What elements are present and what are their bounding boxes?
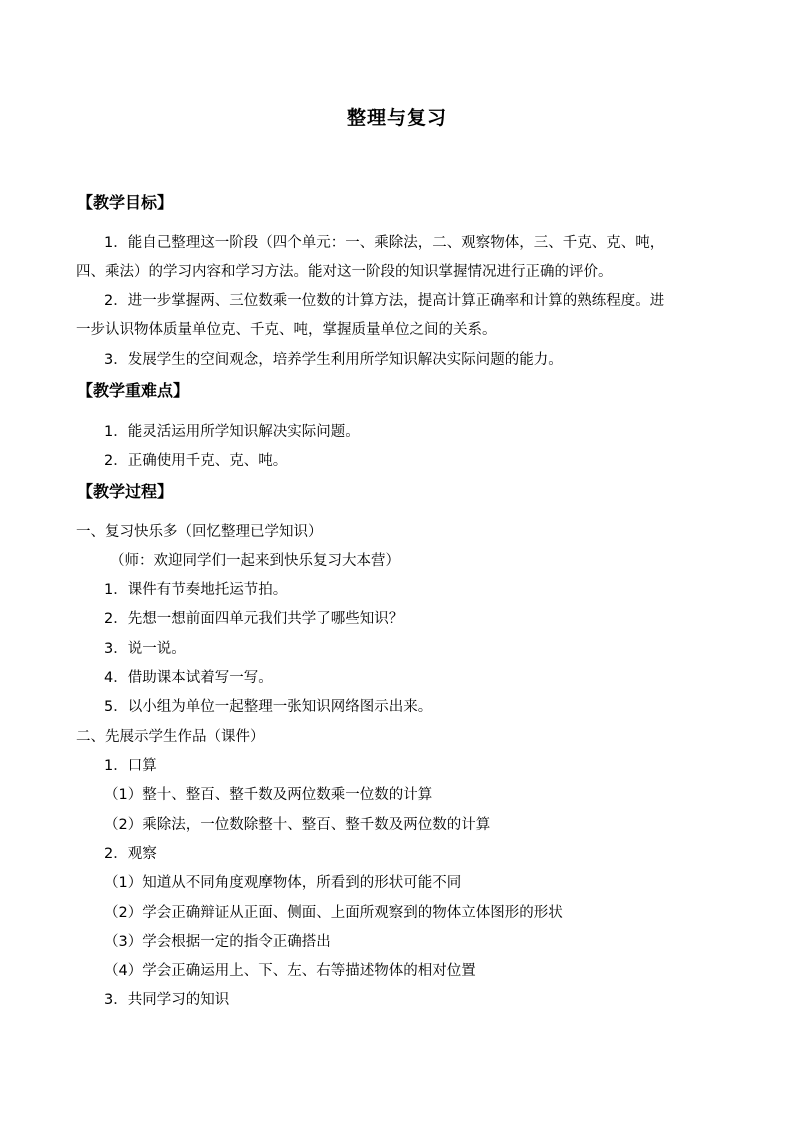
paragraph-line: 2．观察 (104, 846, 157, 862)
paragraph-line: （3）学会根据一定的指令正确搭出 (104, 934, 331, 950)
paragraph-line: 5．以小组为单位一起整理一张知识网络图示出来。 (104, 699, 433, 715)
paragraph-line: 1．能灵活运用所学知识解决实际问题。 (104, 424, 360, 440)
paragraph-line: （1）整十、整百、整千数及两位数乘一位数的计算 (104, 787, 433, 803)
paragraph-line: 3．说一说。 (104, 641, 186, 657)
section-heading-goals: 【教学目标】 (77, 193, 174, 212)
paragraph-line: 4．借助课本试着写一写。 (104, 670, 273, 686)
paragraph-line: 二、先展示学生作品（课件） (76, 729, 265, 745)
paragraph-line: 3．发展学生的空间观念，培养学生利用所学知识解决实际问题的能力。 (104, 352, 563, 368)
paragraph-line: （2）乘除法，一位数除整十、整百、整千数及两位数的计算 (104, 817, 491, 833)
paragraph-line: 一步认识物体质量单位克、千克、吨，掌握质量单位之间的关系。 (76, 322, 497, 338)
paragraph-line: （2）学会正确辩证从正面、侧面、上面所观察到的物体立体图形的形状 (104, 905, 563, 921)
paragraph-line: （1）知道从不同角度观摩物体，所看到的形状可能不同 (104, 875, 462, 891)
paragraph-line: 2．进一步掌握两、三位数乘一位数的计算方法，提高计算正确率和计算的熟练程度。进 (104, 293, 665, 309)
paragraph-line: 1．口算 (104, 758, 157, 774)
paragraph-line: 2．正确使用千克、克、吨。 (104, 453, 288, 469)
paragraph-line: 1．课件有节奏地托运节拍。 (104, 582, 288, 598)
section-heading-keypoints: 【教学重难点】 (77, 381, 190, 400)
paragraph-line: （4）学会正确运用上、下、左、右等描述物体的相对位置 (104, 963, 476, 979)
paragraph-line: （师：欢迎同学们一起来到快乐复习大本营） (110, 553, 400, 569)
paragraph-line: 2．先想一想前面四单元我们共学了哪些知识？ (104, 611, 404, 627)
page-title: 整理与复习 (346, 107, 447, 129)
paragraph-line: 3．共同学习的知识 (104, 992, 230, 1008)
paragraph-line: 一、复习快乐多（回忆整理已学知识） (76, 524, 323, 540)
paragraph-line: 1．能自己整理这一阶段（四个单元：一、乘除法，二、观察物体，三、千克、克、吨， (104, 235, 665, 251)
section-heading-process: 【教学过程】 (77, 482, 174, 501)
paragraph-line: 四、乘法）的学习内容和学习方法。能对这一阶段的知识掌握情况进行正确的评价。 (76, 264, 613, 280)
